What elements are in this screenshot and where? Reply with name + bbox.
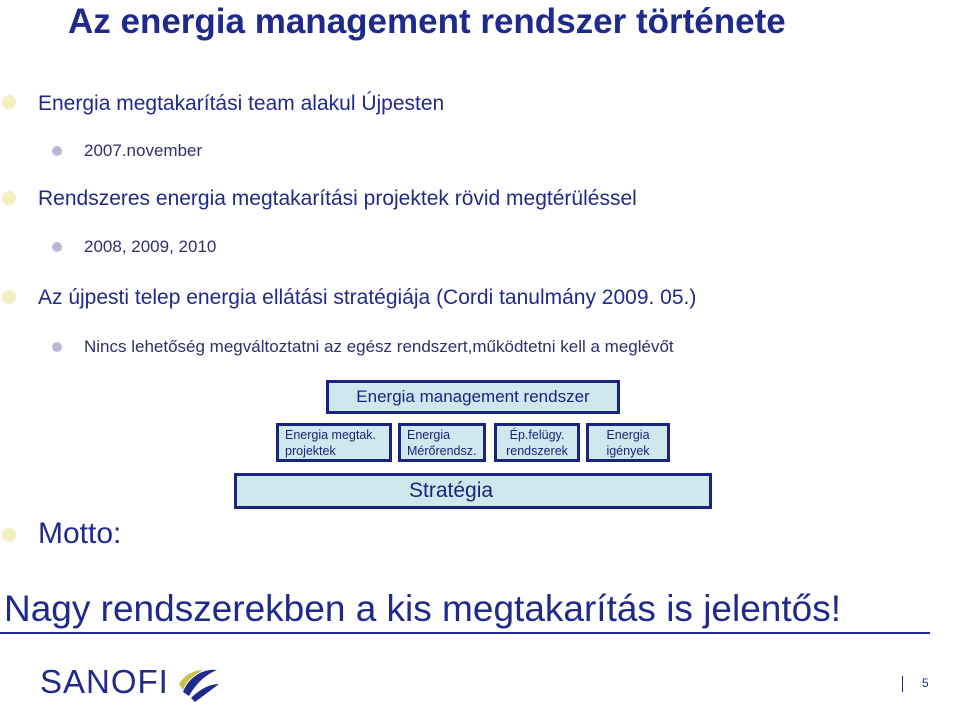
bullet-dot [2, 191, 16, 205]
sub-bullet-dot [52, 242, 62, 252]
sub-bullet-text: 2007.november [84, 141, 203, 160]
diagram-pillar-box [398, 423, 486, 462]
sub-bullet-text: Nincs lehetőség megváltoztatni az egész rendszert,működtetni kell a meglévőt [84, 337, 674, 356]
bullet-text: Rendszeres energia megtakarítási projektek rövid megtérüléssel [38, 187, 637, 210]
diagram-base-label: Stratégia [409, 479, 494, 502]
divider-line [0, 632, 930, 634]
diagram-pillar-box [494, 423, 580, 462]
pillar-line: igények [606, 443, 650, 458]
diagram-top-box [326, 380, 620, 414]
diagram-pillar-box [276, 423, 392, 462]
bullet-dot [2, 290, 16, 304]
page-number-separator [902, 676, 903, 692]
pillar-line: Ép.felügy. [509, 427, 565, 442]
bullet-dot [2, 95, 16, 109]
sub-bullet-dot [52, 342, 62, 352]
logo-text: SANOFI [40, 663, 169, 700]
sub-bullet-dot [52, 146, 62, 156]
slide-title: Az energia management rendszer története [68, 2, 786, 41]
pillar-line: rendszerek [506, 443, 568, 458]
diagram-top-label: Energia management rendszer [356, 387, 590, 406]
pillar-line: Energia megtak. [285, 427, 377, 442]
pillar-line: Energia [606, 427, 650, 442]
sanofi-bird-icon [175, 662, 219, 702]
page-number: 5 [922, 676, 929, 690]
motto-text: Nagy rendszerekben a kis megtakarítás is jelentős! [4, 588, 842, 629]
sanofi-logo [40, 662, 219, 702]
diagram-base-box [234, 473, 712, 509]
pillar-line: Energia [407, 427, 451, 442]
pillar-line: Mérőrendsz. [407, 443, 477, 458]
bullet-text: Az újpesti telep energia ellátási stratégiája (Cordi tanulmány 2009. 05.) [38, 286, 697, 309]
diagram-pillar-box [586, 423, 670, 462]
bullet-dot [2, 528, 16, 542]
sub-bullet-text: 2008, 2009, 2010 [84, 237, 217, 256]
bullet-text: Energia megtakarítási team alakul Újpesten [38, 92, 445, 115]
pillar-line: projektek [285, 443, 336, 458]
motto-label: Motto: [38, 517, 122, 550]
